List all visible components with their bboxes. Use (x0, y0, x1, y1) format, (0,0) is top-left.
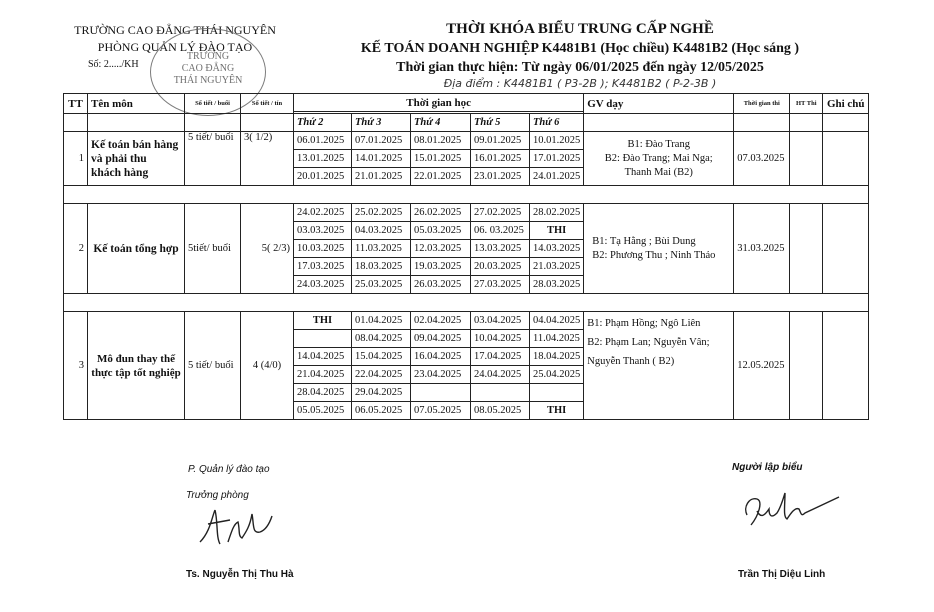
teacher-line: B1: Đào Trang (627, 138, 690, 150)
footer-right-role: Người lập biểu (732, 462, 803, 473)
col-ht: HT Thi (790, 94, 823, 114)
course-ht (790, 132, 823, 186)
date-cell: 26.03.2025 (411, 276, 471, 294)
date-cell (471, 384, 530, 402)
col-note: Ghi chú (823, 94, 869, 114)
day-label: Thứ 4 (411, 114, 471, 132)
teacher-line: B2: Phạm Lan; Nguyễn Vân; (587, 337, 710, 348)
signature-left (190, 502, 280, 550)
document-title: THỜI KHÓA BIỂU TRUNG CẤP NGHỀ (446, 21, 714, 37)
location-handwritten-note: Địa điểm : K4481B1 ( P3-2B ); K4481B2 ( P-2-3B ) (443, 77, 717, 90)
day-label: Thứ 3 (352, 114, 411, 132)
footer-left-name: Ts. Nguyễn Thị Thu Hà (186, 569, 294, 580)
date-cell: 06.01.2025 (294, 132, 352, 150)
date-cell: 22.01.2025 (411, 168, 471, 186)
date-cell: 18.04.2025 (530, 348, 584, 366)
date-cell: 21.01.2025 (352, 168, 411, 186)
date-cell (294, 330, 352, 348)
document-number: Số: 2...../KH (88, 59, 139, 70)
date-cell: 14.03.2025 (530, 240, 584, 258)
date-cell: 23.01.2025 (471, 168, 530, 186)
date-cell (530, 384, 584, 402)
department-name: PHÒNG QUẢN LÝ ĐÀO TẠO (97, 40, 253, 54)
day-label: Thứ 5 (471, 114, 530, 132)
date-cell: 25.04.2025 (530, 366, 584, 384)
date-cell: 03.03.2025 (294, 222, 352, 240)
course-tt: 2 (64, 204, 88, 294)
course-exam-date: 31.03.2025 (734, 204, 790, 294)
course-exam-date: 12.05.2025 (734, 312, 790, 420)
date-cell: 28.02.2025 (530, 204, 584, 222)
date-cell: 17.04.2025 (471, 348, 530, 366)
date-cell: 24.02.2025 (294, 204, 352, 222)
stamp-line: TRƯỜNG (186, 51, 230, 62)
course-name-line: khách hàng (91, 166, 149, 179)
section-spacer (64, 186, 869, 204)
exam-cell: THI (530, 402, 584, 420)
table-header-row (64, 94, 869, 112)
course-note (823, 312, 869, 420)
date-cell: 08.04.2025 (352, 330, 411, 348)
date-cell: 12.03.2025 (411, 240, 471, 258)
teacher-line: B1: Tạ Hằng ; Bùi Dung (592, 235, 696, 247)
date-cell: 23.04.2025 (411, 366, 471, 384)
date-cell: 08.05.2025 (471, 402, 530, 420)
course-periods: 5 tiết/ buổi (185, 132, 241, 186)
date-cell: 02.04.2025 (411, 312, 471, 330)
document-subtitle: KẾ TOÁN DOANH NGHIỆP K4481B1 (Học chiều) K4481B2 (Học sáng ) (360, 41, 800, 56)
course-periods: 5tiết/ buổi (185, 204, 241, 294)
date-cell: 07.01.2025 (352, 132, 411, 150)
teacher-line: Thanh Mai (B2) (624, 166, 693, 178)
date-cell: 06.05.2025 (352, 402, 411, 420)
course-ht (790, 312, 823, 420)
date-cell: 05.05.2025 (294, 402, 352, 420)
course-name-line: thực tập tốt nghiệp (91, 366, 181, 379)
date-cell: 25.02.2025 (352, 204, 411, 222)
course-teachers (584, 312, 734, 420)
date-cell: 07.05.2025 (411, 402, 471, 420)
date-cell: 09.04.2025 (411, 330, 471, 348)
course-credits: 3( 1/2) (241, 132, 294, 186)
date-cell: 11.03.2025 (352, 240, 411, 258)
date-cell: 24.04.2025 (471, 366, 530, 384)
footer-left-dept: P. Quản lý đào tạo (188, 464, 270, 475)
date-cell: 06. 03.2025 (471, 222, 530, 240)
header-right (300, 20, 860, 90)
teacher-line: Nguyễn Thanh ( B2) (587, 356, 675, 367)
date-cell (411, 384, 471, 402)
table-row (64, 312, 869, 330)
date-cell: 24.03.2025 (294, 276, 352, 294)
course-name-line: Mô đun thay thế (97, 352, 175, 365)
date-cell: 11.04.2025 (530, 330, 584, 348)
col-exam: Thời gian thi (734, 94, 790, 114)
date-cell: 29.04.2025 (352, 384, 411, 402)
date-cell: 17.01.2025 (530, 150, 584, 168)
course-name (88, 132, 185, 186)
date-cell: 10.03.2025 (294, 240, 352, 258)
date-cell: 21.04.2025 (294, 366, 352, 384)
day-header-row (64, 114, 869, 132)
footer-right-name: Trần Thị Diệu Linh (738, 569, 826, 580)
date-cell: 05.03.2025 (411, 222, 471, 240)
date-cell: 16.04.2025 (411, 348, 471, 366)
date-cell: 20.03.2025 (471, 258, 530, 276)
course-name (88, 312, 185, 420)
date-cell: 01.04.2025 (352, 312, 411, 330)
date-cell: 13.01.2025 (294, 150, 352, 168)
table-row (64, 204, 869, 222)
teacher-line: B2: Phương Thu ; Ninh Thảo (592, 249, 716, 261)
col-teacher: GV dạy (584, 94, 734, 114)
course-note (823, 132, 869, 186)
course-periods: 5 tiết/ buổi (185, 312, 241, 420)
timetable (63, 93, 869, 420)
exam-cell: THI (530, 222, 584, 240)
exam-cell: THI (294, 312, 352, 330)
day-label: Thứ 6 (530, 114, 584, 132)
date-cell: 21.03.2025 (530, 258, 584, 276)
teacher-line: B2: Đào Trang; Mai Nga; (604, 152, 713, 164)
date-cell: 28.04.2025 (294, 384, 352, 402)
date-cell: 19.03.2025 (411, 258, 471, 276)
col-tt: TT (64, 94, 88, 114)
date-cell: 22.04.2025 (352, 366, 411, 384)
course-exam-date: 07.03.2025 (734, 132, 790, 186)
course-ht (790, 204, 823, 294)
course-tt: 3 (64, 312, 88, 420)
col-subject: Tên môn (88, 94, 185, 114)
date-cell: 14.04.2025 (294, 348, 352, 366)
date-cell: 04.03.2025 (352, 222, 411, 240)
date-cell: 04.04.2025 (530, 312, 584, 330)
date-cell: 27.03.2025 (471, 276, 530, 294)
date-cell: 09.01.2025 (471, 132, 530, 150)
col-credits: Số tiết / tín (241, 94, 294, 114)
footer-left-role: Trưởng phòng (186, 490, 249, 501)
course-tt: 1 (64, 132, 88, 186)
date-cell: 28.03.2025 (530, 276, 584, 294)
date-cell: 15.01.2025 (411, 150, 471, 168)
col-schedule: Thời gian học (294, 94, 584, 112)
table-row (64, 132, 869, 150)
date-cell: 16.01.2025 (471, 150, 530, 168)
date-cell: 26.02.2025 (411, 204, 471, 222)
date-cell: 25.03.2025 (352, 276, 411, 294)
document-period: Thời gian thực hiện: Từ ngày 06/01/2025 đến ngày 12/05/2025 (396, 60, 764, 75)
date-cell: 27.02.2025 (471, 204, 530, 222)
date-cell: 10.04.2025 (471, 330, 530, 348)
date-cell: 14.01.2025 (352, 150, 411, 168)
teacher-line: B1: Phạm Hồng; Ngô Liên (587, 318, 701, 329)
course-name-line: Kế toán bán hàng (91, 138, 179, 151)
stamp-line: THÁI NGUYÊN (173, 75, 243, 86)
date-cell: 24.01.2025 (530, 168, 584, 186)
date-cell: 20.01.2025 (294, 168, 352, 186)
date-cell: 17.03.2025 (294, 258, 352, 276)
date-cell: 10.01.2025 (530, 132, 584, 150)
signature-right (735, 485, 845, 535)
date-cell: 03.04.2025 (471, 312, 530, 330)
date-cell: 18.03.2025 (352, 258, 411, 276)
date-cell: 13.03.2025 (471, 240, 530, 258)
date-cell: 15.04.2025 (352, 348, 411, 366)
course-note (823, 204, 869, 294)
course-name: Kế toán tổng hợp (88, 204, 185, 294)
course-name-line: và phải thu (91, 152, 147, 165)
stamp-line: CAO ĐẲNG (181, 63, 235, 74)
day-label: Thứ 2 (294, 114, 352, 132)
col-periods: Số tiết / buổi (185, 94, 241, 114)
school-name: TRƯỜNG CAO ĐẲNG THÁI NGUYÊN (74, 23, 276, 37)
course-teachers (584, 132, 734, 186)
section-spacer (64, 294, 869, 312)
course-credits: 4 (4/0) (241, 312, 294, 420)
course-teachers (584, 204, 734, 294)
date-cell: 08.01.2025 (411, 132, 471, 150)
course-credits: 5( 2/3) (241, 204, 294, 294)
